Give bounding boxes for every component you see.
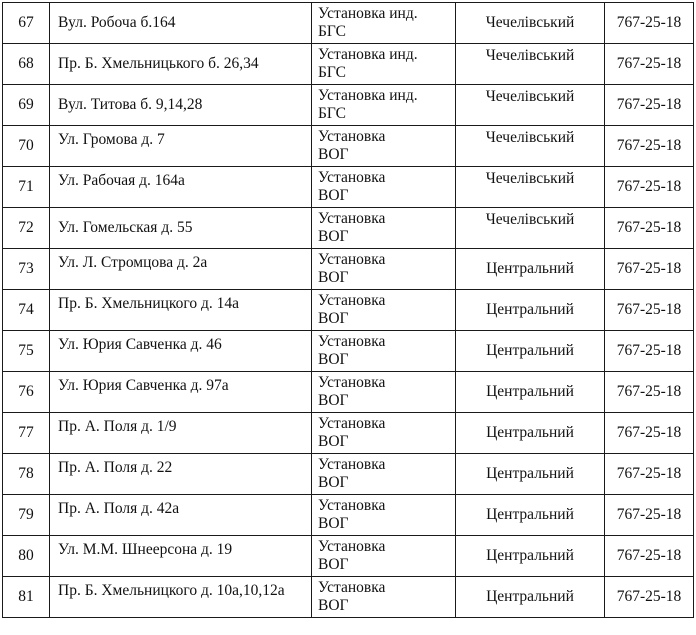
address: Ул. Юрия Савченка д. 97а bbox=[50, 372, 312, 413]
district: Центральний bbox=[456, 577, 605, 618]
phone: 767-25-18 bbox=[605, 495, 694, 536]
phone: 767-25-18 bbox=[605, 331, 694, 372]
row-number: 74 bbox=[3, 290, 50, 331]
address: Вул. Робоча б.164 bbox=[50, 3, 312, 44]
installation-type bbox=[312, 577, 456, 618]
installation-type bbox=[312, 454, 456, 495]
district: Центральний bbox=[456, 372, 605, 413]
table-row bbox=[3, 44, 694, 85]
installation-type bbox=[312, 126, 456, 167]
installation-type-line2: ВОГ bbox=[318, 556, 349, 573]
installation-type bbox=[312, 3, 456, 44]
installation-type bbox=[312, 372, 456, 413]
row-number: 81 bbox=[3, 577, 50, 618]
installation-type bbox=[312, 85, 456, 126]
district: Центральний bbox=[456, 331, 605, 372]
row-number: 79 bbox=[3, 495, 50, 536]
installation-type bbox=[312, 495, 456, 536]
installation-type-line1: Установка bbox=[318, 538, 386, 555]
table-row bbox=[3, 454, 694, 495]
district: Чечелівський bbox=[456, 3, 605, 44]
installation-type-line1: Установка bbox=[318, 169, 386, 186]
row-number: 69 bbox=[3, 85, 50, 126]
district: Центральний bbox=[456, 413, 605, 454]
installation-type-line1: Установка bbox=[318, 374, 386, 391]
address: Ул. Громова д. 7 bbox=[50, 126, 312, 167]
address: Пр. А. Поля д. 1/9 bbox=[50, 413, 312, 454]
installation-type-line2: ВОГ bbox=[318, 146, 349, 163]
installation-type bbox=[312, 290, 456, 331]
installation-type-line2: ВОГ bbox=[318, 474, 349, 491]
installation-type-line1: Установка инд. bbox=[318, 87, 418, 104]
address: Ул. М.М. Шнеерсона д. 19 bbox=[50, 536, 312, 577]
table-row bbox=[3, 167, 694, 208]
address: Ул. Рабочая д. 164а bbox=[50, 167, 312, 208]
phone: 767-25-18 bbox=[605, 413, 694, 454]
installation-type-line1: Установка инд. bbox=[318, 46, 418, 63]
table-row bbox=[3, 126, 694, 167]
table-row bbox=[3, 536, 694, 577]
row-number: 68 bbox=[3, 44, 50, 85]
phone: 767-25-18 bbox=[605, 85, 694, 126]
installation-type bbox=[312, 44, 456, 85]
district: Центральний bbox=[456, 536, 605, 577]
address: Ул. Л. Стромцова д. 2а bbox=[50, 249, 312, 290]
installation-type-line2: ВОГ bbox=[318, 392, 349, 409]
address: Пр. Б. Хмельницкого д. 14а bbox=[50, 290, 312, 331]
phone: 767-25-18 bbox=[605, 454, 694, 495]
installation-type bbox=[312, 413, 456, 454]
address: Пр. А. Поля д. 42а bbox=[50, 495, 312, 536]
installation-type-line1: Установка bbox=[318, 456, 386, 473]
row-number: 75 bbox=[3, 331, 50, 372]
address: Вул. Титова б. 9,14,28 bbox=[50, 85, 312, 126]
row-number: 71 bbox=[3, 167, 50, 208]
address: Пр. Б. Хмельницького б. 26,34 bbox=[50, 44, 312, 85]
district: Чечелівський bbox=[456, 85, 605, 126]
phone: 767-25-18 bbox=[605, 577, 694, 618]
installation-type-line1: Установка bbox=[318, 415, 386, 432]
table-row bbox=[3, 577, 694, 618]
installation-type-line2: ВОГ bbox=[318, 433, 349, 450]
address: Пр. А. Поля д. 22 bbox=[50, 454, 312, 495]
phone: 767-25-18 bbox=[605, 536, 694, 577]
phone: 767-25-18 bbox=[605, 44, 694, 85]
phone: 767-25-18 bbox=[605, 3, 694, 44]
row-number: 70 bbox=[3, 126, 50, 167]
district: Центральний bbox=[456, 495, 605, 536]
installation-type-line2: БГС bbox=[318, 23, 346, 40]
installation-type-line2: ВОГ bbox=[318, 269, 349, 286]
installation-type-line1: Установка инд. bbox=[318, 5, 418, 22]
installation-type-line1: Установка bbox=[318, 210, 386, 227]
installation-type-line2: ВОГ bbox=[318, 310, 349, 327]
row-number: 76 bbox=[3, 372, 50, 413]
installation-type-line2: ВОГ bbox=[318, 351, 349, 368]
district: Центральний bbox=[456, 290, 605, 331]
installation-type-line2: БГС bbox=[318, 64, 346, 81]
installation-type-line1: Установка bbox=[318, 128, 386, 145]
installation-type-line1: Установка bbox=[318, 497, 386, 514]
phone: 767-25-18 bbox=[605, 249, 694, 290]
installation-type bbox=[312, 208, 456, 249]
table-row bbox=[3, 249, 694, 290]
address: Пр. Б. Хмельницкого д. 10а,10,12а bbox=[50, 577, 312, 618]
installation-type bbox=[312, 249, 456, 290]
table-row bbox=[3, 495, 694, 536]
district: Центральний bbox=[456, 454, 605, 495]
table-row bbox=[3, 85, 694, 126]
installation-type bbox=[312, 167, 456, 208]
table-row bbox=[3, 208, 694, 249]
row-number: 77 bbox=[3, 413, 50, 454]
phone: 767-25-18 bbox=[605, 167, 694, 208]
address: Ул. Гомельская д. 55 bbox=[50, 208, 312, 249]
installation-type-line1: Установка bbox=[318, 292, 386, 309]
installation-type-line1: Установка bbox=[318, 333, 386, 350]
installation-type-line2: БГС bbox=[318, 105, 346, 122]
table-row bbox=[3, 290, 694, 331]
installation-type-line2: ВОГ bbox=[318, 597, 349, 614]
row-number: 72 bbox=[3, 208, 50, 249]
row-number: 67 bbox=[3, 3, 50, 44]
phone: 767-25-18 bbox=[605, 290, 694, 331]
table-row bbox=[3, 331, 694, 372]
table-body bbox=[3, 3, 694, 618]
address: Ул. Юрия Савченка д. 46 bbox=[50, 331, 312, 372]
installation-type bbox=[312, 331, 456, 372]
district: Чечелівський bbox=[456, 44, 605, 85]
phone: 767-25-18 bbox=[605, 372, 694, 413]
row-number: 78 bbox=[3, 454, 50, 495]
installation-type-line2: ВОГ bbox=[318, 228, 349, 245]
installation-type-line1: Установка bbox=[318, 579, 386, 596]
phone: 767-25-18 bbox=[605, 126, 694, 167]
installation-type-line2: ВОГ bbox=[318, 187, 349, 204]
installation-type-line2: ВОГ bbox=[318, 515, 349, 532]
district: Чечелівський bbox=[456, 126, 605, 167]
installation-type bbox=[312, 536, 456, 577]
installation-type-line1: Установка bbox=[318, 251, 386, 268]
district: Центральний bbox=[456, 249, 605, 290]
installations-table bbox=[2, 2, 694, 618]
district: Чечелівський bbox=[456, 208, 605, 249]
phone: 767-25-18 bbox=[605, 208, 694, 249]
district: Чечелівський bbox=[456, 167, 605, 208]
table-row bbox=[3, 372, 694, 413]
row-number: 80 bbox=[3, 536, 50, 577]
row-number: 73 bbox=[3, 249, 50, 290]
table-row bbox=[3, 3, 694, 44]
table-row bbox=[3, 413, 694, 454]
